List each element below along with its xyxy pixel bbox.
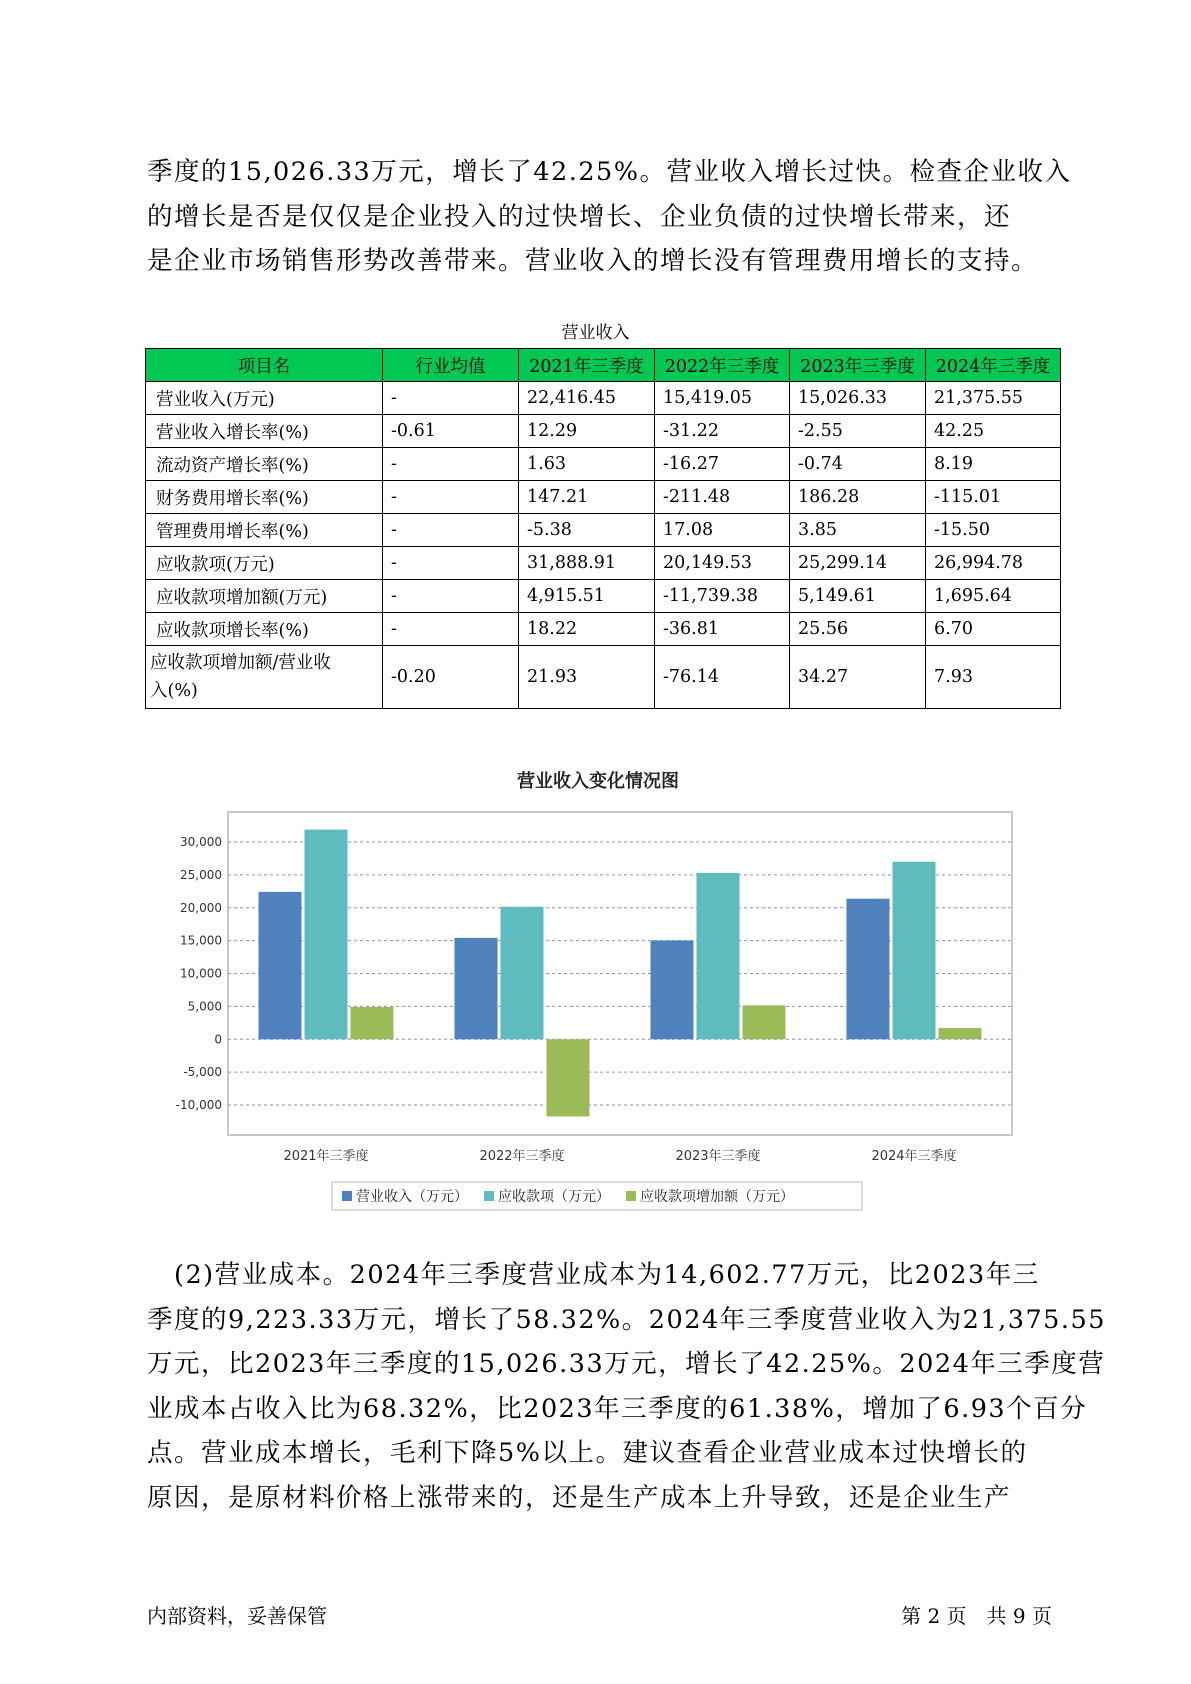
table-cell: -2.55 <box>790 415 926 448</box>
bar <box>305 830 348 1040</box>
paragraph-operating-cost <box>147 1253 1106 1520</box>
table-cell: 应收款项增长率(%) <box>146 613 383 646</box>
bar <box>501 907 544 1039</box>
table-cell: -0.20 <box>383 646 519 709</box>
table-cell: 8.19 <box>926 448 1061 481</box>
table-header-cell: 2022年三季度 <box>655 349 790 382</box>
table-header-cell: 2021年三季度 <box>519 349 655 382</box>
x-tick-label: 2022年三季度 <box>479 1149 565 1164</box>
table-header-cell: 项目名 <box>146 349 383 382</box>
table-cell: 42.25 <box>926 415 1061 448</box>
cell-line: 入(%) <box>150 681 198 701</box>
table-cell: 7.93 <box>926 646 1061 709</box>
bar <box>351 1007 394 1039</box>
table-cell: -0.74 <box>790 448 926 481</box>
table-cell: - <box>383 514 519 547</box>
table-row <box>146 382 1061 415</box>
table-cell: 26,994.78 <box>926 547 1061 580</box>
bar <box>697 873 740 1039</box>
table-row <box>146 580 1061 613</box>
legend-swatch <box>342 1191 352 1201</box>
y-tick-label: 15,000 <box>180 933 222 948</box>
table-row <box>146 415 1061 448</box>
table-cell: -31.22 <box>655 415 790 448</box>
bar <box>651 940 694 1039</box>
legend-label: 营业收入（万元） <box>356 1189 468 1205</box>
table-cell: 25,299.14 <box>790 547 926 580</box>
table-cell: - <box>383 547 519 580</box>
x-tick-label: 2023年三季度 <box>675 1149 761 1164</box>
table-cell: 应收款项(万元) <box>146 547 383 580</box>
cell-line: 应收款项增加额/营业收 <box>150 653 331 673</box>
table-row <box>146 514 1061 547</box>
bar <box>743 1005 786 1039</box>
table-cell: -0.61 <box>383 415 519 448</box>
table-cell: 3.85 <box>790 514 926 547</box>
paragraph-line: 原因，是原材料价格上涨带来的，还是生产成本上升导致，还是企业生产 <box>147 1482 1012 1513</box>
table-cell: 15,419.05 <box>655 382 790 415</box>
table-cell: -16.27 <box>655 448 790 481</box>
paragraph-line: 的增长是否是仅仅是企业投入的过快增长、企业负债的过快增长带来，还 <box>147 201 1012 232</box>
table-cell: 1.63 <box>519 448 655 481</box>
table-cell: 5,149.61 <box>790 580 926 613</box>
legend-label: 应收款项增加额（万元） <box>640 1189 794 1205</box>
paragraph-line: 是企业市场销售形势改善带来。营业收入的增长没有管理费用增长的支持。 <box>147 246 1039 276</box>
table-row <box>146 448 1061 481</box>
table-header-cell: 2024年三季度 <box>926 349 1061 382</box>
table-row <box>146 613 1061 646</box>
table-cell: -11,739.38 <box>655 580 790 613</box>
table-title: 营业收入 <box>561 323 630 343</box>
table-header-cell: 行业均值 <box>383 349 519 382</box>
table-cell: 22,416.45 <box>519 382 655 415</box>
x-tick-label: 2024年三季度 <box>871 1149 957 1164</box>
table-cell: -211.48 <box>655 481 790 514</box>
legend-label: 应收款项（万元） <box>498 1189 610 1205</box>
table-row <box>146 481 1061 514</box>
table-cell <box>146 646 383 709</box>
paragraph-line: 万元，比2023年三季度的15,026.33万元，增长了42.25%。2024年三季度营 <box>147 1349 1106 1379</box>
table-cell: 流动资产增长率(%) <box>146 448 383 481</box>
table-cell: 20,149.53 <box>655 547 790 580</box>
revenue-chart <box>0 760 1191 1220</box>
table-header-row <box>146 349 1061 382</box>
revenue-table <box>145 348 1061 709</box>
paragraph-line: 点。营业成本增长，毛利下降5%以上。建议查看企业营业成本过快增长的 <box>147 1438 1028 1468</box>
table-cell: 6.70 <box>926 613 1061 646</box>
x-tick-label: 2021年三季度 <box>283 1149 369 1164</box>
y-tick-label: 30,000 <box>180 835 222 849</box>
table-row <box>146 646 1061 709</box>
revenue-chart-container <box>0 760 1191 1220</box>
table-cell: 营业收入增长率(%) <box>146 415 383 448</box>
table-cell: -5.38 <box>519 514 655 547</box>
table-cell: - <box>383 580 519 613</box>
table-cell: 财务费用增长率(%) <box>146 481 383 514</box>
y-tick-label: -5,000 <box>183 1065 222 1080</box>
table-cell: 管理费用增长率(%) <box>146 514 383 547</box>
table-cell: 21.93 <box>519 646 655 709</box>
table-cell: -115.01 <box>926 481 1061 514</box>
paragraph-revenue-analysis <box>147 150 1072 284</box>
y-tick-label: 10,000 <box>180 966 222 981</box>
table-cell: 4,915.51 <box>519 580 655 613</box>
table-cell: -76.14 <box>655 646 790 709</box>
table-cell: - <box>383 382 519 415</box>
bar <box>893 862 936 1039</box>
table-cell: 营业收入(万元) <box>146 382 383 415</box>
table-cell: 1,695.64 <box>926 580 1061 613</box>
table-cell: 147.21 <box>519 481 655 514</box>
table-cell: 186.28 <box>790 481 926 514</box>
table-cell: - <box>383 613 519 646</box>
paragraph-line: 季度的9,223.33万元，增长了58.32%。2024年三季度营业收入为21,375.55 <box>147 1304 1106 1335</box>
y-tick-label: -10,000 <box>175 1098 222 1112</box>
table-cell: 21,375.55 <box>926 382 1061 415</box>
chart-title: 营业收入变化情况图 <box>517 771 679 792</box>
table-cell: 31,888.91 <box>519 547 655 580</box>
bar <box>547 1039 590 1116</box>
table-cell: 12.29 <box>519 415 655 448</box>
footer-note: 内部资料，妥善保管 <box>147 1604 327 1628</box>
y-tick-label: 0 <box>214 1032 222 1047</box>
y-tick-label: 25,000 <box>180 867 222 882</box>
bar <box>455 938 498 1039</box>
page-number: 第 2 页 共 9 页 <box>901 1604 1052 1628</box>
bar <box>259 892 302 1039</box>
table-cell: 17.08 <box>655 514 790 547</box>
table-cell: 应收款项增加额(万元) <box>146 580 383 613</box>
table-cell: - <box>383 448 519 481</box>
y-tick-label: 20,000 <box>180 900 222 915</box>
table-cell: - <box>383 481 519 514</box>
paragraph-line: 业成本占收入比为68.32%，比2023年三季度的61.38%，增加了6.93个百分 <box>147 1393 1088 1424</box>
table-row <box>146 547 1061 580</box>
table-cell: 34.27 <box>790 646 926 709</box>
table-cell: 18.22 <box>519 613 655 646</box>
paragraph-line: 季度的15,026.33万元，增长了42.25%。营业收入增长过快。检查企业收入 <box>147 157 1072 187</box>
legend-swatch <box>626 1191 636 1201</box>
bar <box>939 1028 982 1039</box>
paragraph-line: (2)营业成本。2024年三季度营业成本为14,602.77万元，比2023年三 <box>147 1260 1040 1290</box>
y-tick-label: 5,000 <box>187 999 222 1014</box>
table-cell: -15.50 <box>926 514 1061 547</box>
table-header-cell: 2023年三季度 <box>790 349 926 382</box>
table-cell: -36.81 <box>655 613 790 646</box>
legend-swatch <box>484 1191 494 1201</box>
table-cell: 15,026.33 <box>790 382 926 415</box>
table-cell: 25.56 <box>790 613 926 646</box>
bar <box>847 899 890 1040</box>
